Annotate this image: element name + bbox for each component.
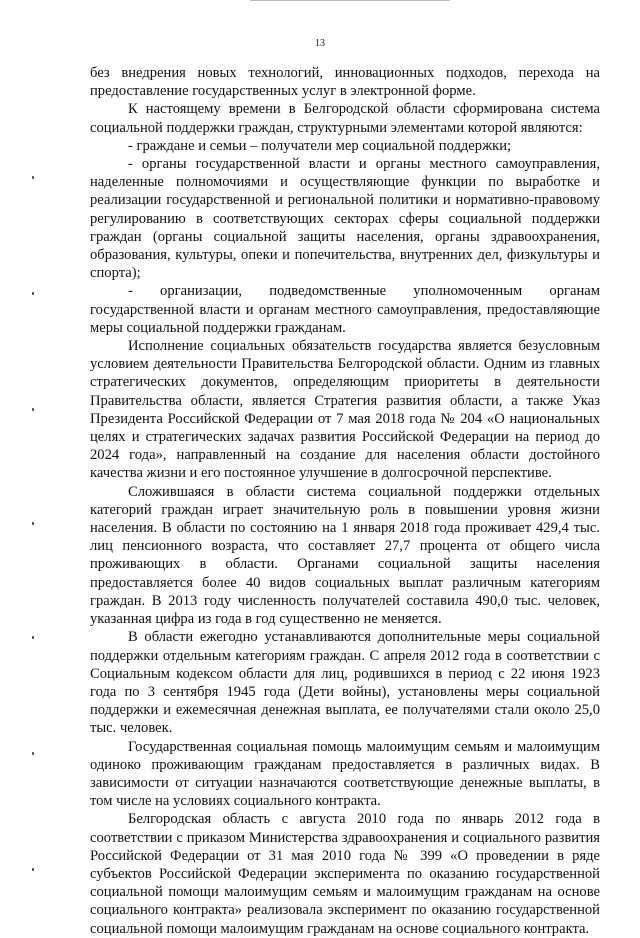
scan-mark — [32, 176, 34, 179]
scan-mark — [32, 292, 34, 295]
scan-mark — [32, 636, 34, 639]
paragraph-experiment: Белгородская область с августа 2010 года по январь 2012 года в соответствии с приказом Министерства здравоохранения и социального развития Российской Федерации от 31 мая 2010 года № 399 «О проведении в ряде субъектов Российской Федерации эксперимента по оказанию государственной социальной помощи малоимущим семьям и малоимущим гражданам на основе социального контракта» реализовала эксперимент по оказанию государственной социальной помощи малоимущим гражданам на основе социального контракта. — [90, 811, 600, 937]
scan-mark — [32, 868, 34, 871]
paragraph-continuation: без внедрения новых технологий, инновационных подходов, перехода на предоставление государственных услуг в электронной форме. — [90, 65, 600, 100]
scan-mark — [32, 522, 34, 525]
paragraph-support-system: Сложившаяся в области система социальной поддержки отдельных категорий граждан играет значительную роль в повышении уровня жизни населения. В области по состоянию на 1 января 2018 года проживает 429,4 тыс. лиц пенсионного возраста, что составляет 27,7 процента от общего числа проживающих в области. Органами социальной защиты населения предоставляется более 40 видов социальных выплат различным категориям граждан. В 2013 году численность получателей составила 490,0 тыс. человек, указанная цифра из года в год существенно не меняется. — [90, 483, 600, 628]
page-number: 13 — [315, 38, 325, 49]
scan-mark — [32, 752, 34, 755]
document-body — [90, 64, 600, 938]
paragraph-system-intro: К настоящему времени в Белгородской области сформирована система социальной поддержки граждан, структурными элементами которой являются: — [90, 101, 600, 136]
list-item-organizations: - организации, подведомственные уполномоченным органам государственной власти и органам местного самоуправления, предоставляющие меры социальной поддержки гражданам. — [90, 283, 600, 336]
list-item-citizens: - граждане и семьи – получатели мер социальной поддержки; — [128, 137, 512, 154]
paragraph-state-assistance: Государственная социальная помощь малоимущим семьям и малоимущим одиноко проживающим гражданам предоставляется в различных видах. В зависимости от ситуации назначаются соответствующие денежные выплаты, в том числе на условиях социального контракта. — [90, 738, 600, 810]
list-item-authorities: - органы государственной власти и органы местного самоуправления, наделенные полномочиями и осуществляющие функции по выработке и реализации государственной и региональной политики и нормативно-правовому регулированию в соответствующих секторах сферы социальной поддержки граждан (органы социальной защиты населения, органы здравоохранения, образования, культуры, опеки и попечительства, внутренних дел, физкультуры и спорта); — [90, 156, 600, 282]
paragraph-obligations: Исполнение социальных обязательств государства является безусловным условием деятельности Правительства Белгородской области. Одним из главных стратегических документов, определяющим приоритеты в деятельности Правительства области, является Стратегия развития области, а также Указ Президента Российской Федерации от 7 мая 2018 года № 204 «О национальных целях и стратегических задачах развития Российской Федерации на период до 2024 года», направленный на создание для населения области достойного качества жизни и его постоянное улучшение в долгосрочной перспективе. — [90, 338, 600, 482]
paragraph-additional-measures: В области ежегодно устанавливаются дополнительные меры социальной поддержки отдельным категориям граждан. С апреля 2012 года в соответствии с Социальным кодексом области для лиц, родившихся в период с 22 июня 1923 года по 3 сентября 1945 года (Дети войны), установлены меры социальной поддержки и ежемесячная денежная выплата, ее получателями стали около 25,0 тыс. человек. — [90, 629, 600, 737]
scan-top-edge — [250, 0, 450, 1]
scan-mark — [32, 408, 34, 411]
